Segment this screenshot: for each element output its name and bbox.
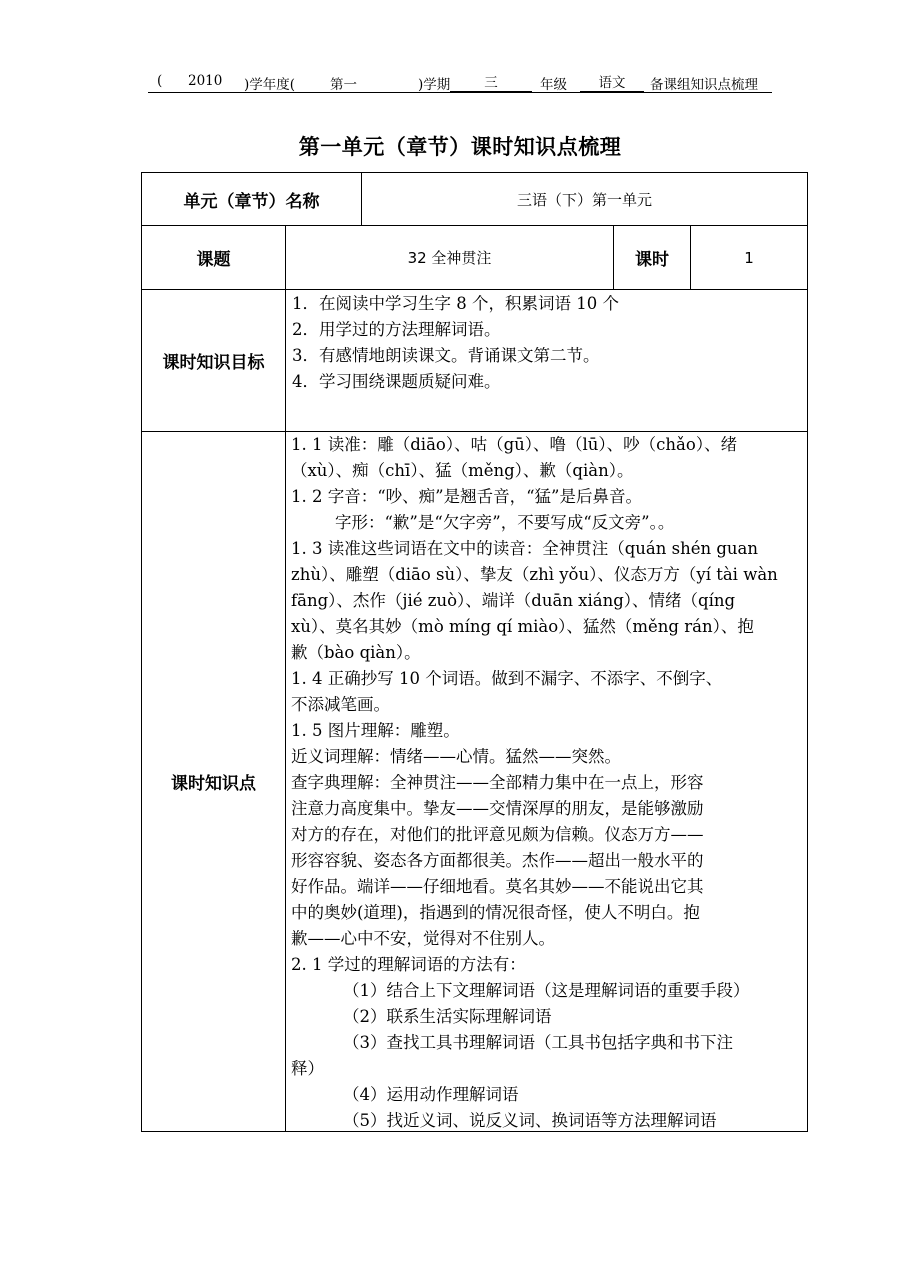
knowledge-table	[141, 172, 808, 1132]
point-line: 歉——心中不安，觉得对不住别人。	[291, 929, 555, 948]
point-line: fāng）、杰作（jié zuò）、端详（duān xiáng）、情绪（qíng	[291, 591, 736, 610]
header-term-label: )学期	[418, 77, 451, 93]
header-subject: 语文	[580, 76, 644, 92]
point-line: 近义词理解：情绪——心情。猛然——突然。	[291, 747, 621, 766]
point-line: 2. 1 学过的理解词语的方法有：	[291, 955, 526, 974]
header-grade: 三	[450, 76, 532, 92]
header-academic-year-label: )学年度(	[244, 77, 296, 93]
point-line: 中的奥妙(道理)，指遇到的情况很奇怪，使人不明白。抱	[291, 903, 700, 922]
point-line: 1. 4 正确抄写 10 个词语。做到不漏字、不添字、不倒字、	[291, 669, 723, 688]
goal-item: 3．有感情地朗读课文。背诵课文第二节。	[292, 346, 600, 365]
point-line: 1. 2 字音：“吵、痴”是翘舌音，“猛”是后鼻音。	[291, 487, 642, 506]
goals-list	[292, 291, 619, 395]
point-line: 对方的存在，对他们的批评意见颇为信赖。仪态万方——	[291, 825, 704, 844]
points-label: 课时知识点	[171, 774, 256, 794]
period-value: 1	[744, 248, 754, 267]
page-title: 第一单元（章节）课时知识点梳理	[298, 135, 622, 159]
header-grade-label: 年级	[540, 77, 567, 93]
topic-value: 32 全神贯注	[407, 249, 492, 267]
point-line: 释）	[291, 1059, 324, 1078]
point-line: xù）、莫名其妙（mò míng qí miào）、猛然（měng rán）、抱	[291, 617, 754, 636]
unit-name-label: 单元（章节）名称	[183, 191, 320, 212]
goal-item: 4．学习围绕课题质疑问难。	[292, 372, 501, 391]
header-term: 第一	[330, 77, 357, 93]
period-label: 课时	[635, 250, 669, 270]
header-year: 2010	[188, 73, 223, 89]
point-line: 1. 3 读准这些词语在文中的读音：全神贯注（quán shén guan	[291, 539, 759, 558]
goals-label: 课时知识目标	[162, 353, 265, 373]
header-paren-open: (	[157, 73, 163, 89]
point-line: （xù）、痴（chī）、猛（měng）、歉（qiàn）。	[291, 461, 634, 480]
point-line: 1. 5 图片理解：雕塑。	[291, 721, 460, 740]
point-line: （5）找近义词、说反义词、换词语等方法理解词语	[343, 1111, 717, 1130]
point-line: 查字典理解：全神贯注——全部精力集中在一点上，形容	[291, 773, 704, 792]
goal-item: 1．在阅读中学习生字 8 个，积累词语 10 个	[292, 294, 619, 313]
col-divider-label	[285, 225, 286, 1131]
header-group-label: 备课组知识点梳理	[650, 77, 758, 93]
goal-item: 2．用学过的方法理解词语。	[292, 320, 501, 339]
point-line: 不添减笔画。	[291, 695, 390, 714]
topic-label: 课题	[196, 250, 231, 270]
point-line: zhù）、雕塑（diāo sù）、挚友（zhì yǒu）、仪态万方（yí tài wàn	[291, 565, 778, 584]
point-line: （3）查找工具书理解词语（工具书包括字典和书下注	[343, 1033, 733, 1052]
point-line: 1. 1 读准：雕（diāo）、咕（gū）、噜（lū）、吵（chǎo）、绪	[291, 435, 738, 454]
point-line: 形容容貌、姿态各方面都很美。杰作——超出一般水平的	[291, 851, 704, 870]
point-line: 好作品。端详——仔细地看。莫名其妙——不能说出它其	[291, 877, 704, 896]
point-line: （4）运用动作理解词语	[343, 1085, 519, 1104]
point-line: 字形：“歉”是“欠字旁”，不要写成“反文旁”。。	[335, 513, 675, 532]
point-line: （1）结合上下文理解词语（这是理解词语的重要手段）	[343, 981, 750, 1000]
unit-name-value: 三语（下）第一单元	[516, 190, 652, 209]
page-header	[148, 70, 772, 93]
points-text	[291, 432, 778, 1134]
point-line: （2）联系生活实际理解词语	[343, 1007, 552, 1026]
point-line: 歉（bào qiàn）。	[291, 643, 421, 662]
point-line: 注意力高度集中。挚友——交情深厚的朋友，是能够激励	[291, 799, 704, 818]
